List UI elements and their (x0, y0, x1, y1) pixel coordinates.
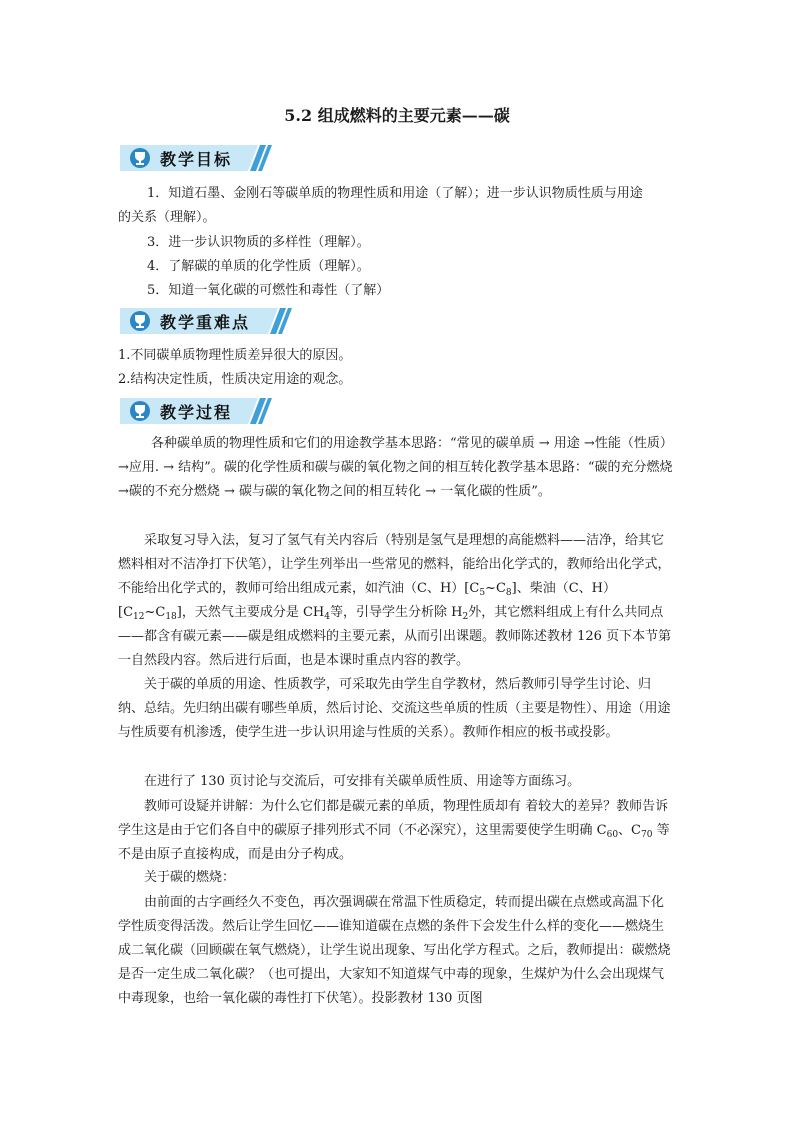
paragraph-combustion-heading: 关于碳的燃烧： (144, 870, 236, 885)
keypoint-line: 1.不同碳单质物理性质差异很大的原因。 (118, 348, 352, 363)
keypoint-line: 2.结构决定性质，性质决定用途的观念。 (118, 372, 352, 387)
trophy-icon (130, 311, 150, 331)
paragraph-structure: 教师可设疑并讲解：为什么它们都是碳元素的单质，物理性质却有 着较大的差异？教师告诉学生这是由于它们各自中的碳原子排列形式不同（不必深究），这里需要使学生明确 $C_{60}$、$C_{70}$ 等不是由原子直接构成，而是由分子构成。 (118, 799, 670, 862)
goal-line: 4．了解碳的单质的化学性质（理解）。 (147, 259, 370, 274)
section-title: 教学目标 (160, 150, 233, 169)
goal-line: 3．进一步认识物质的多样性（理解）。 (147, 235, 370, 250)
paragraph-carbon-elements: 关于碳的单质的用途、性质教学，可采取先由学生自学教材，然后教师引导学生讨论、归纳、总结。先归纳出碳有哪些单质，然后讨论、交流这些单质的性质（主要是物性）、用途（用途与性质要有机渗透，使学生进一步认识用途与性质的关系）。教师作相应的板书或投影。 (118, 677, 671, 740)
paragraph-exercise: 在进行了 130 页讨论与交流后，可安排有关碳单质性质、用途等方面练习。 (144, 774, 581, 789)
goal-line: 5．知道一氧化碳的可燃性和毒性（了解） (147, 283, 390, 298)
paragraph-combustion: 由前面的古字画经久不变色，再次强调碳在常温下性质稳定，转而提出碳在点燃或高温下化学性质变得活泼。然后让学生回忆——谁知道碳在点燃的条件下会发生什么样的变化——燃烧生成二氧化碳（回顾碳在氧气燃烧），让学生说出现象、写出化学方程式。之后，教师提出：碳燃烧是否一定生成二氧化碳？（也可提出，大家知不知道煤气中毒的现象，生煤炉为什么会出现煤气中毒现象，也给一氧化碳的毒性打下伏笔）。投影教材 130 页图 (118, 895, 671, 1006)
section-banner-goals (120, 143, 272, 173)
goal-line: 1．知道石墨、金刚石等碳单质的物理性质和用途（了解）；进一步认识物质性质与用途 (147, 186, 643, 201)
section-banner-keypoints (120, 306, 292, 336)
trophy-icon (130, 401, 150, 421)
section-title: 教学重难点 (160, 313, 251, 332)
section-banner-process (120, 396, 272, 426)
paragraph-introduction: 采取复习导入法，复习了氢气有关内容后（特别是氢气是理想的高能燃料——洁净，给其它燃料相对不洁净打下伏笔），让学生列举出一些常见的燃料，能给出化学式的，教师给出化学式，不能给出化学式的，教师可给出组成元素，如汽油（C、$H)[C_5\sim C_8]$、柴油（C、$H)[C_{12}\sim C_{18}]$，天然气主要成分是 $CH_4$等，引导学生分析除 $H_2$外，其它燃料组成上有什么共同点——都含有碳元素——碳是组成燃料的主要元素，从而引出课题。教师陈述教材 126 页下本节第一自然段内容。然后进行后面，也是本课时重点内容的教学。 (118, 533, 672, 668)
trophy-icon (130, 148, 150, 168)
goal-line: 的关系（理解）。 (118, 210, 216, 225)
section-title: 教学过程 (160, 403, 233, 422)
paragraph-teaching-approach: 各种碳单质的物理性质和它们的用途教学基本思路：“常见的碳单质 → 用途 →性能（性质）→应用. → 结构”。碳的化学性质和碳与碳的氧化物之间的相互转化教学基本思路：“碳的充分燃烧 →碳的不充分燃烧 → 碳与碳的氧化物之间的相互转化 → 一氧化碳的性质”。 (118, 436, 673, 499)
page-title: 5.2 组成燃料的主要元素——碳 (284, 106, 510, 125)
